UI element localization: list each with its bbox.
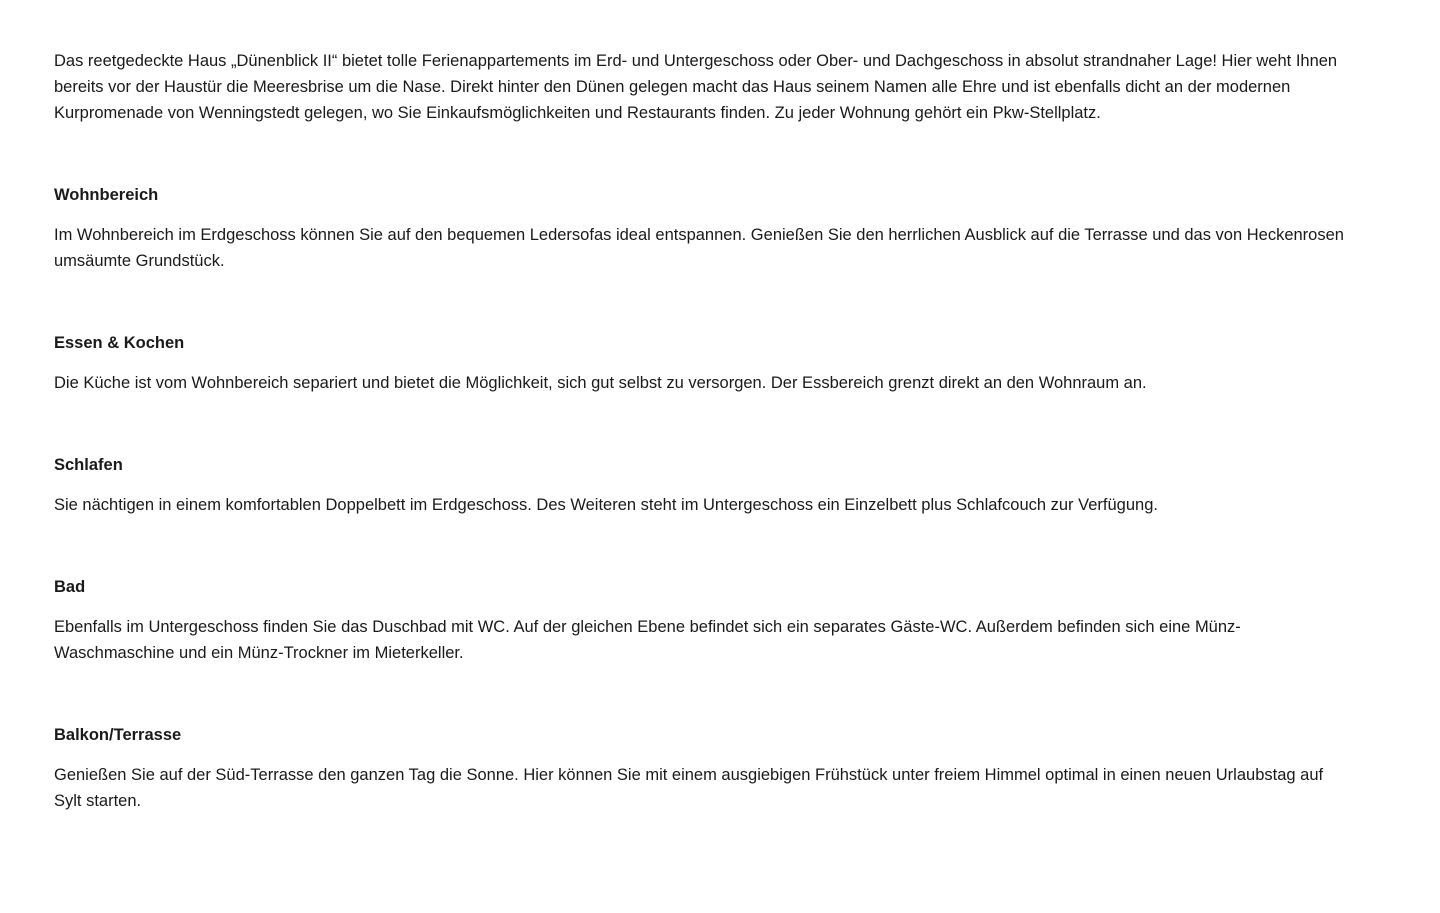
section-title-essen-kochen: Essen & Kochen xyxy=(54,334,185,352)
section-balkon-terrasse xyxy=(54,722,1354,814)
intro-paragraph: Das reetgedeckte Haus „Dünenblick II“ bietet tolle Ferienappartements im Erd- und Untergeschoss oder Ober- und Dachgeschoss in absolut strandnaher Lage! Hier weht Ihnen bereits vor der Haustür die Meeresbrise um die Nase. Direkt hinter den Dünen gelegen macht das Haus seinem Namen alle Ehre und ist ebenfalls dicht an der modernen Kurpromenade von Wenningstedt gelegen, wo Sie Einkaufsmöglichkeiten und Restaurants finden. Zu jeder Wohnung gehört ein Pkw-Stellplatz. xyxy=(54,52,1338,122)
section-schlafen xyxy=(54,452,1354,518)
section-text-schlafen: Sie nächtigen in einem komfortablen Doppelbett im Erdgeschoss. Des Weiteren steht im Untergeschoss ein Einzelbett plus Schlafcouch zur Verfügung. xyxy=(54,496,1158,514)
section-text-balkon-terrasse: Genießen Sie auf der Süd-Terrasse den ganzen Tag die Sonne. Hier können Sie mit einem ausgiebigen Frühstück unter freiem Himmel optimal in einen neuen Urlaubstag auf Sylt starten. xyxy=(54,766,1324,810)
document-content xyxy=(54,48,1354,814)
section-text-wohnbereich: Im Wohnbereich im Erdgeschoss können Sie auf den bequemen Ledersofas ideal entspannen. Genießen Sie den herrlichen Ausblick auf die Terrasse und das von Heckenrosen umsäumte Grundstück. xyxy=(54,226,1344,270)
section-text-essen-kochen: Die Küche ist vom Wohnbereich separiert und bietet die Möglichkeit, sich gut selbst zu versorgen. Der Essbereich grenzt direkt an den Wohnraum an. xyxy=(54,374,1147,392)
section-essen-kochen xyxy=(54,330,1354,396)
section-wohnbereich xyxy=(54,182,1354,274)
section-text-bad: Ebenfalls im Untergeschoss finden Sie das Duschbad mit WC. Auf der gleichen Ebene befindet sich ein separates Gäste-WC. Außerdem befinden sich eine Münz-Waschmaschine und ein Münz-Trockner im Mieterkeller. xyxy=(54,618,1241,662)
section-bad xyxy=(54,574,1354,666)
section-title-wohnbereich: Wohnbereich xyxy=(54,186,159,204)
section-title-bad: Bad xyxy=(54,578,86,596)
section-title-schlafen: Schlafen xyxy=(54,456,123,474)
section-title-balkon-terrasse: Balkon/Terrasse xyxy=(54,726,182,744)
